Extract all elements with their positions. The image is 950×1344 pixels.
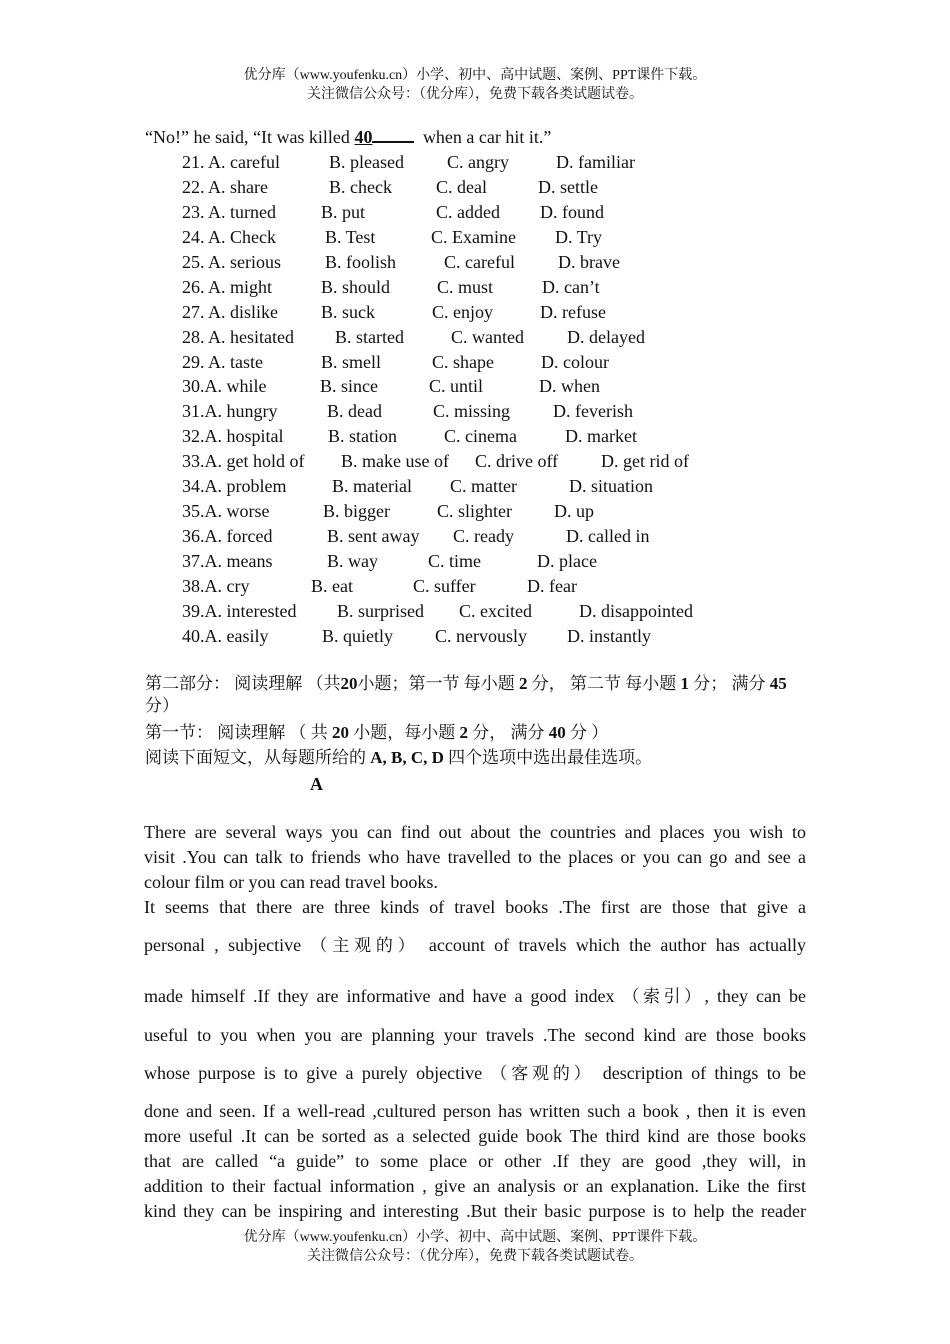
option-c: C. slighter: [437, 501, 512, 522]
option-d: D. called in: [566, 526, 650, 547]
option-b: B. since: [320, 376, 378, 397]
part-two-heading: 第二部分： 阅读理解 （共20小题；第一节 每小题 2 分， 第二节 每小题 1 分； 满分 45 分）: [145, 674, 787, 715]
option-c: C. careful: [444, 251, 515, 272]
option-c: C. cinema: [444, 426, 517, 447]
option-c: C. matter: [450, 476, 517, 497]
option-a: 28. A. hesitated: [182, 326, 294, 347]
option-c: C. drive off: [475, 451, 559, 472]
option-b: B. way: [327, 551, 378, 571]
option-b: B. quietly: [322, 625, 393, 646]
option-b: B. surprised: [337, 600, 424, 621]
passage-line: useful to you when you are planning your travels .The second kind are those books: [144, 1025, 806, 1045]
passage-line: colour film or you can read travel books.: [144, 872, 438, 892]
option-d: D. up: [554, 501, 594, 522]
passage-line: that are called “a guide” to some place or other .If they are good ,they will, in: [144, 1151, 806, 1171]
reading-passage-a: [144, 820, 806, 1224]
option-a: 35.A. worse: [182, 501, 270, 522]
option-c: C. must: [437, 276, 494, 297]
option-d: D. found: [540, 201, 604, 222]
blank-number: 40: [354, 127, 373, 147]
option-d: D. disappointed: [579, 600, 693, 621]
passage-label: A: [310, 774, 323, 794]
option-a: 37.A. means: [182, 551, 273, 571]
footer-line-1: 优分库（www.youfenku.cn）小学、初中、高中试题、案例、PPT课件下载。: [243, 1230, 707, 1245]
option-d: D. familiar: [556, 152, 635, 172]
option-d: D. brave: [558, 251, 620, 272]
option-a: 34.A. problem: [182, 476, 287, 497]
option-c: C. suffer: [413, 575, 476, 596]
option-c: C. added: [436, 201, 500, 222]
reading-instructions: 阅读下面短文，从每题所给的 A, B, C, D 四个选项中选出最佳选项。: [145, 748, 653, 767]
option-d: D. refuse: [540, 301, 606, 322]
option-d: D. Try: [555, 226, 603, 247]
passage-line: It seems that there are three kinds of travel books .The first are those that give a: [144, 897, 806, 917]
option-d: D. delayed: [567, 326, 645, 347]
option-b: B. foolish: [325, 251, 397, 272]
option-d: D. market: [565, 426, 637, 447]
option-d: D. settle: [538, 176, 598, 197]
option-c: C. ready: [453, 526, 514, 547]
option-d: D. instantly: [567, 625, 651, 646]
option-b: B. bigger: [323, 501, 390, 522]
option-d: D. colour: [541, 351, 609, 372]
section-one-heading: 第一节： 阅读理解 （ 共 20 小题，每小题 2 分， 满分 40 分 ）: [145, 723, 609, 742]
option-d: D. when: [539, 376, 600, 397]
passage-line: more useful .It can be sorted as a selected guide book The third kind are those books: [144, 1126, 806, 1146]
question-40-sentence: [145, 125, 551, 148]
option-b: B. material: [332, 476, 412, 497]
option-d: D. situation: [569, 476, 653, 497]
option-c: C. angry: [447, 152, 509, 172]
option-a: 21. A. careful: [182, 152, 280, 172]
page-header: [0, 66, 950, 104]
option-b: B. smell: [321, 351, 382, 372]
option-a: 30.A. while: [182, 376, 267, 397]
option-a: 24. A. Check: [182, 226, 276, 247]
option-d: D. place: [537, 551, 597, 571]
option-d: D. feverish: [553, 401, 633, 422]
option-b: B. dead: [327, 401, 382, 422]
option-c: C. wanted: [451, 326, 524, 347]
option-b: B. pleased: [329, 152, 404, 172]
option-d: D. get rid of: [601, 451, 689, 472]
header-line-2: 关注微信公众号：（优分库），免费下载各类试题试卷。: [307, 87, 643, 102]
option-b: B. started: [335, 326, 404, 347]
lead-text-after: when a car hit it.”: [418, 127, 552, 147]
option-a: 26. A. might: [182, 276, 273, 297]
option-a: 36.A. forced: [182, 526, 273, 547]
option-a: 29. A. taste: [182, 351, 263, 372]
option-c: C. deal: [436, 176, 487, 197]
answer-blank: [372, 125, 414, 143]
passage-line: visit .You can talk to friends who have travelled to the places or you can go and see a: [144, 847, 806, 867]
option-a: 22. A. share: [182, 176, 268, 197]
option-a: 38.A. cry: [182, 575, 250, 596]
footer-line-2: 关注微信公众号：（优分库），免费下载各类试题试卷。: [307, 1249, 643, 1264]
passage-line: kind they can be inspiring and interesting .But their basic purpose is to help the reader: [144, 1201, 806, 1221]
option-a: 32.A. hospital: [182, 426, 284, 447]
option-a: 39.A. interested: [182, 600, 297, 621]
passage-line: made himself .If they are informative and have a good index （索引）, they can be: [144, 986, 807, 1007]
option-a: 40.A. easily: [182, 625, 269, 646]
passage-line: whose purpose is to give a purely objective （客观的） description of things to be: [144, 1063, 806, 1084]
passage-line: There are several ways you can find out about the countries and places you wish to: [144, 822, 806, 842]
option-a: 31.A. hungry: [182, 401, 278, 422]
option-b: B. station: [328, 426, 398, 447]
option-c: C. excited: [459, 600, 532, 621]
option-c: C. Examine: [431, 226, 516, 247]
option-c: C. missing: [433, 401, 511, 422]
option-a: 33.A. get hold of: [182, 451, 305, 472]
header-line-1: 优分库（www.youfenku.cn）小学、初中、高中试题、案例、PPT课件下载。: [243, 68, 707, 83]
option-b: B. should: [321, 276, 391, 297]
option-c: C. enjoy: [432, 301, 493, 322]
passage-line: addition to their factual information , give an analysis or an explanation. Like the first: [144, 1176, 806, 1196]
lead-text-before: “No!” he said, “It was killed: [145, 127, 355, 147]
option-b: B. eat: [311, 575, 353, 596]
page-footer: [0, 1228, 950, 1266]
passage-line: personal , subjective （主观的） account of travels which the author has actually: [144, 935, 806, 956]
option-c: C. until: [429, 376, 484, 397]
option-c: C. time: [428, 551, 481, 571]
option-a: 27. A. dislike: [182, 301, 279, 322]
option-a: 25. A. serious: [182, 251, 281, 272]
option-b: B. make use of: [341, 451, 449, 472]
option-b: B. suck: [321, 301, 375, 322]
option-b: B. Test: [325, 226, 376, 247]
option-d: D. can’t: [542, 276, 600, 297]
option-c: C. shape: [432, 351, 494, 372]
option-b: B. sent away: [327, 526, 420, 547]
passage-line: done and seen. If a well-read ,cultured person has written such a book , then it is even: [144, 1101, 806, 1121]
option-a: 23. A. turned: [182, 201, 276, 222]
option-b: B. check: [329, 176, 392, 197]
option-c: C. nervously: [435, 625, 527, 646]
option-d: D. fear: [527, 575, 577, 596]
option-b: B. put: [321, 201, 366, 222]
